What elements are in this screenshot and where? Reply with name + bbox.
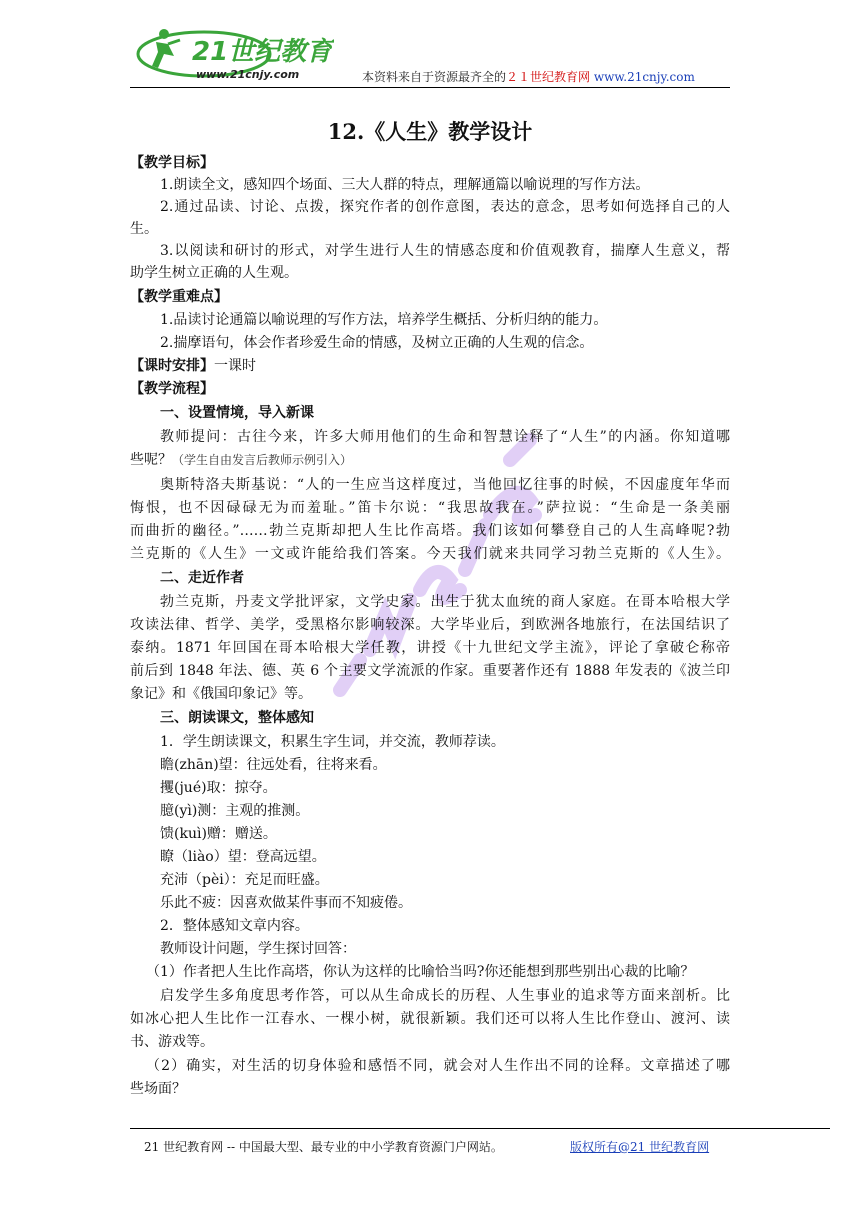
key-point-2: 2.揣摩语句，体会作者珍爱生命的情感，及树立正确的人生观的信念。 — [160, 335, 594, 351]
step3-item2: 2．整体感知文章内容。 — [160, 918, 309, 934]
site-logo-icon — [134, 24, 334, 84]
quote-para-line1: 奥斯特洛夫斯基说：“人的一生应当这样度过，当他回忆往事的时候，不因虚度年华而 — [160, 477, 730, 493]
footer-copyright-link[interactable]: 版权所有@21 世纪教育网 — [570, 1140, 710, 1154]
author-para-line4: 前后到 1848 年法、德、英 6 个主要文学流派的作家。重要著作还有 1888 年发表的《波兰印 — [130, 663, 730, 679]
vocab-5: 瞭（liào）望：登高远望。 — [160, 849, 326, 865]
author-para-line5: 象记》和《俄国印象记》等。 — [130, 686, 312, 702]
flow-heading: 【教学流程】 — [130, 381, 214, 397]
question-2-line2: 些场面？ — [130, 1081, 186, 1097]
answer-1-line3: 书、游戏等。 — [130, 1034, 214, 1050]
goal-2-line2: 生。 — [130, 221, 158, 237]
schedule-value: 一课时 — [214, 358, 256, 374]
author-para-line2: 攻读法律、哲学、美学，受黑格尔影响较深。大学毕业后，到欧洲各地旅行，在法国结识了 — [130, 617, 730, 633]
step3-heading: 三、朗读课文，整体感知 — [160, 710, 314, 726]
quote-para-line4: 兰克斯的《人生》一文或许能给我们答案。今天我们就来共同学习勃兰克斯的《人生》。 — [130, 546, 730, 562]
header-source-site[interactable]: ２１世纪教育网 — [506, 70, 591, 84]
svg-text:www.21cnjy.com: www.21cnjy.com — [196, 68, 300, 81]
footer-site-tagline: 21 世纪教育网 -- 中国最大型、最专业的中小学教育资源门户网站。 — [144, 1140, 503, 1154]
question-2-line1: （2）确实，对生活的切身体验和感悟不同，就会对人生作出不同的诠释。文章描述了哪 — [146, 1058, 730, 1074]
answer-1-line1: 启发学生多角度思考作答，可以从生命成长的历程、人生事业的追求等方面来剖析。比 — [160, 988, 730, 1004]
goal-1: 1.朗读全文，感知四个场面、三大人群的特点，理解通篇以喻说理的写作方法。 — [160, 177, 650, 193]
goal-3-line1: 3.以阅读和研讨的形式，对学生进行人生的情感态度和价值观教育，揣摩人生意义，帮 — [160, 243, 730, 259]
step1-para-line2 — [130, 449, 352, 471]
step3-item1: 1．学生朗读课文，积累生字生词，并交流，教师荐读。 — [160, 734, 505, 750]
vocab-2: 攫(jué)取：掠夺。 — [160, 780, 277, 796]
vocab-7: 乐此不疲：因喜欢做某件事而不知疲倦。 — [160, 895, 412, 911]
vocab-4: 馈(kuì)赠：赠送。 — [160, 826, 277, 842]
document-title: 12.《人生》教学设计 — [327, 119, 533, 144]
header-source-prefix: 本资料来自于资源最齐全的 — [362, 70, 507, 84]
quote-para-line3: 而曲折的幽径。”……勃兰克斯却把人生比作高塔。我们该如何攀登自己的人生高峰呢?勃 — [130, 523, 730, 539]
author-para-line3: 泰纳。1871 年回国在哥本哈根大学任教，讲授《十九世纪文学主流》，评论了拿破仑称帝 — [130, 640, 730, 656]
header-source-url[interactable]: www.21cnjy.com — [593, 70, 695, 84]
svg-text:21世纪教育: 21世纪教育 — [192, 37, 333, 67]
schedule-heading: 【课时安排】 — [130, 358, 214, 374]
author-para-line1: 勃兰克斯，丹麦文学批评家，文学史家。出生于犹太血统的商人家庭。在哥本哈根大学 — [160, 594, 730, 610]
vocab-3: 臆(yì)测：主观的推测。 — [160, 803, 310, 819]
header-source-note — [362, 68, 695, 85]
step1-heading: 一、设置情境，导入新课 — [160, 405, 314, 421]
header-divider — [130, 87, 730, 88]
vocab-6: 充沛（pèi）：充足而旺盛。 — [160, 872, 329, 888]
goals-heading: 【教学目标】 — [130, 155, 214, 171]
schedule-line — [130, 355, 256, 377]
goal-2-line1: 2.通过品读、讨论、点拨，探究作者的创作意图，表达的意念，思考如何选择自己的人 — [160, 199, 730, 215]
step3-item3: 教师设计问题，学生探讨回答： — [160, 941, 356, 957]
goal-3-line2: 助学生树立正确的人生观。 — [130, 265, 298, 281]
vocab-1: 瞻(zhān)望：往远处看，往将来看。 — [160, 757, 387, 773]
step2-heading: 二、走近作者 — [160, 570, 244, 586]
quote-para-line2: 悔恨，也不因碌碌无为而羞耻。”笛卡尔说：“我思故我在。”萨拉说：“生命是一条美丽 — [130, 500, 730, 516]
footer-divider — [130, 1128, 830, 1129]
step1-para-text: 些呢？ — [130, 452, 172, 468]
key-point-1: 1.品读讨论通篇以喻说理的写作方法，培养学生概括、分析归纳的能力。 — [160, 312, 608, 328]
step1-para-line1: 教师提问：古往今来，许多大师用他们的生命和智慧诠释了“人生”的内涵。你知道哪 — [160, 429, 730, 445]
question-1: （1）作者把人生比作高塔，你认为这样的比喻恰当吗?你还能想到那些别出心裁的比喻？ — [146, 964, 695, 980]
key-points-heading: 【教学重难点】 — [130, 289, 228, 305]
answer-1-line2: 如冰心把人生比作一江春水、一棵小树，就很新颖。我们还可以将人生比作登山、渡河、读 — [130, 1011, 730, 1027]
step1-para-note: （学生自由发言后教师示例引入） — [172, 453, 353, 467]
